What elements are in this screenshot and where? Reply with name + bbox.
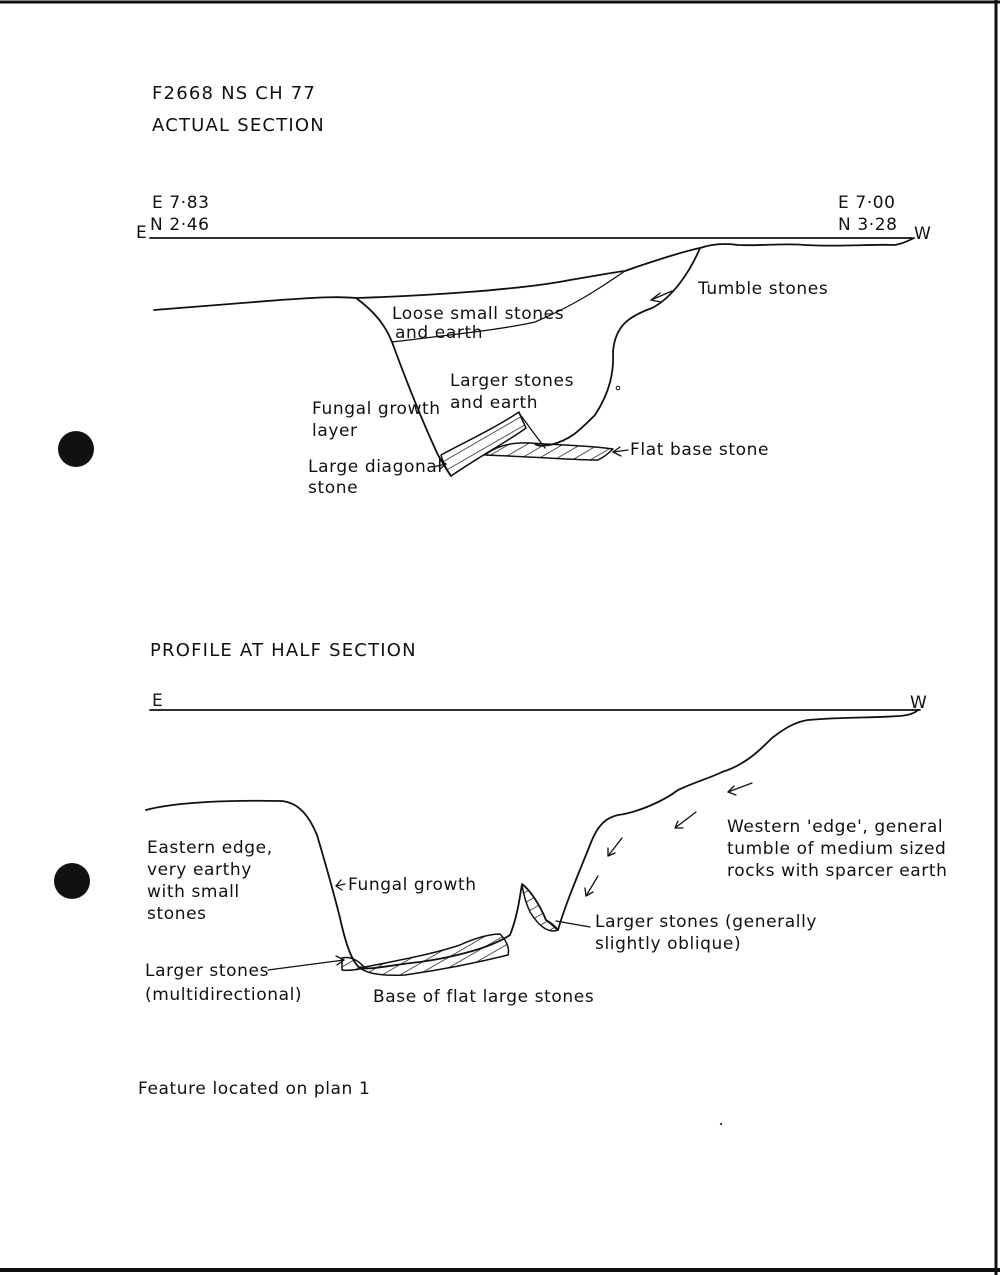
half-section-title: PROFILE AT HALF SECTION xyxy=(150,640,417,661)
west-end-easting: E 7·00 xyxy=(838,193,896,213)
eastern-edge-label-3: with small xyxy=(147,882,240,902)
flat-large-stones-base xyxy=(360,934,509,975)
eastern-edge-label-1: Eastern edge, xyxy=(147,838,273,858)
diagonal-stone-label-2: stone xyxy=(308,478,359,498)
west-end-northing: N 3·28 xyxy=(838,215,898,235)
western-tumble-arrow-2 xyxy=(675,812,696,828)
fungal-growth-profile-label: Fungal growth xyxy=(348,875,477,895)
half-east-letter: E xyxy=(152,691,164,711)
multidirectional-stones-label-1: Larger stones xyxy=(145,961,270,981)
binder-hole-bottom xyxy=(54,863,90,899)
east-end-easting: E 7·83 xyxy=(152,193,210,213)
east-end-northing: N 2·46 xyxy=(150,215,210,235)
stray-dot xyxy=(720,1123,722,1125)
feature-reference: F2668 NS CH 77 xyxy=(152,83,317,104)
west-end-letter: W xyxy=(914,224,932,244)
larger-stones-label-2: and earth xyxy=(450,393,539,413)
multidirectional-stones-label-2: (multidirectional) xyxy=(145,985,303,1005)
fungal-growth-label-1: Fungal growth xyxy=(312,399,441,419)
eastern-edge-label-2: very earthy xyxy=(147,860,252,880)
flat-base-stone xyxy=(485,443,613,460)
tumble-stones-label: Tumble stones xyxy=(698,279,829,299)
oblique-stones-label-1: Larger stones (generally xyxy=(595,912,818,932)
oblique-stones xyxy=(522,884,558,931)
western-edge-label-3: rocks with sparcer earth xyxy=(727,861,948,881)
western-edge-label-2: tumble of medium sized xyxy=(727,839,947,859)
actual-ground-surface xyxy=(154,238,914,310)
western-edge-label-1: Western 'edge', general xyxy=(727,817,944,837)
flat-base-stone-label: Flat base stone xyxy=(630,440,770,460)
diagonal-stone-label-1: Large diagonal xyxy=(308,457,443,477)
oblique-stones-leader xyxy=(556,921,590,927)
larger-stones-leader xyxy=(268,960,344,970)
eastern-edge-label-4: stones xyxy=(147,904,207,924)
binder-hole-top xyxy=(58,431,94,467)
oblique-stones-label-2: slightly oblique) xyxy=(595,934,742,954)
loose-stones-label-2: and earth xyxy=(395,323,484,343)
half-west-letter: W xyxy=(910,693,928,713)
plan-location-note: Feature located on plan 1 xyxy=(138,1079,371,1099)
loose-stones-label-1: Loose small stones xyxy=(392,304,565,324)
actual-west-cut xyxy=(535,248,700,446)
flat-stones-base-label: Base of flat large stones xyxy=(373,987,595,1007)
actual-section-title: ACTUAL SECTION xyxy=(152,115,325,136)
east-end-letter: E xyxy=(136,223,148,243)
pebble-mark xyxy=(616,386,620,390)
fungal-growth-label-2: layer xyxy=(312,421,358,441)
larger-stones-label-1: Larger stones xyxy=(450,371,575,391)
